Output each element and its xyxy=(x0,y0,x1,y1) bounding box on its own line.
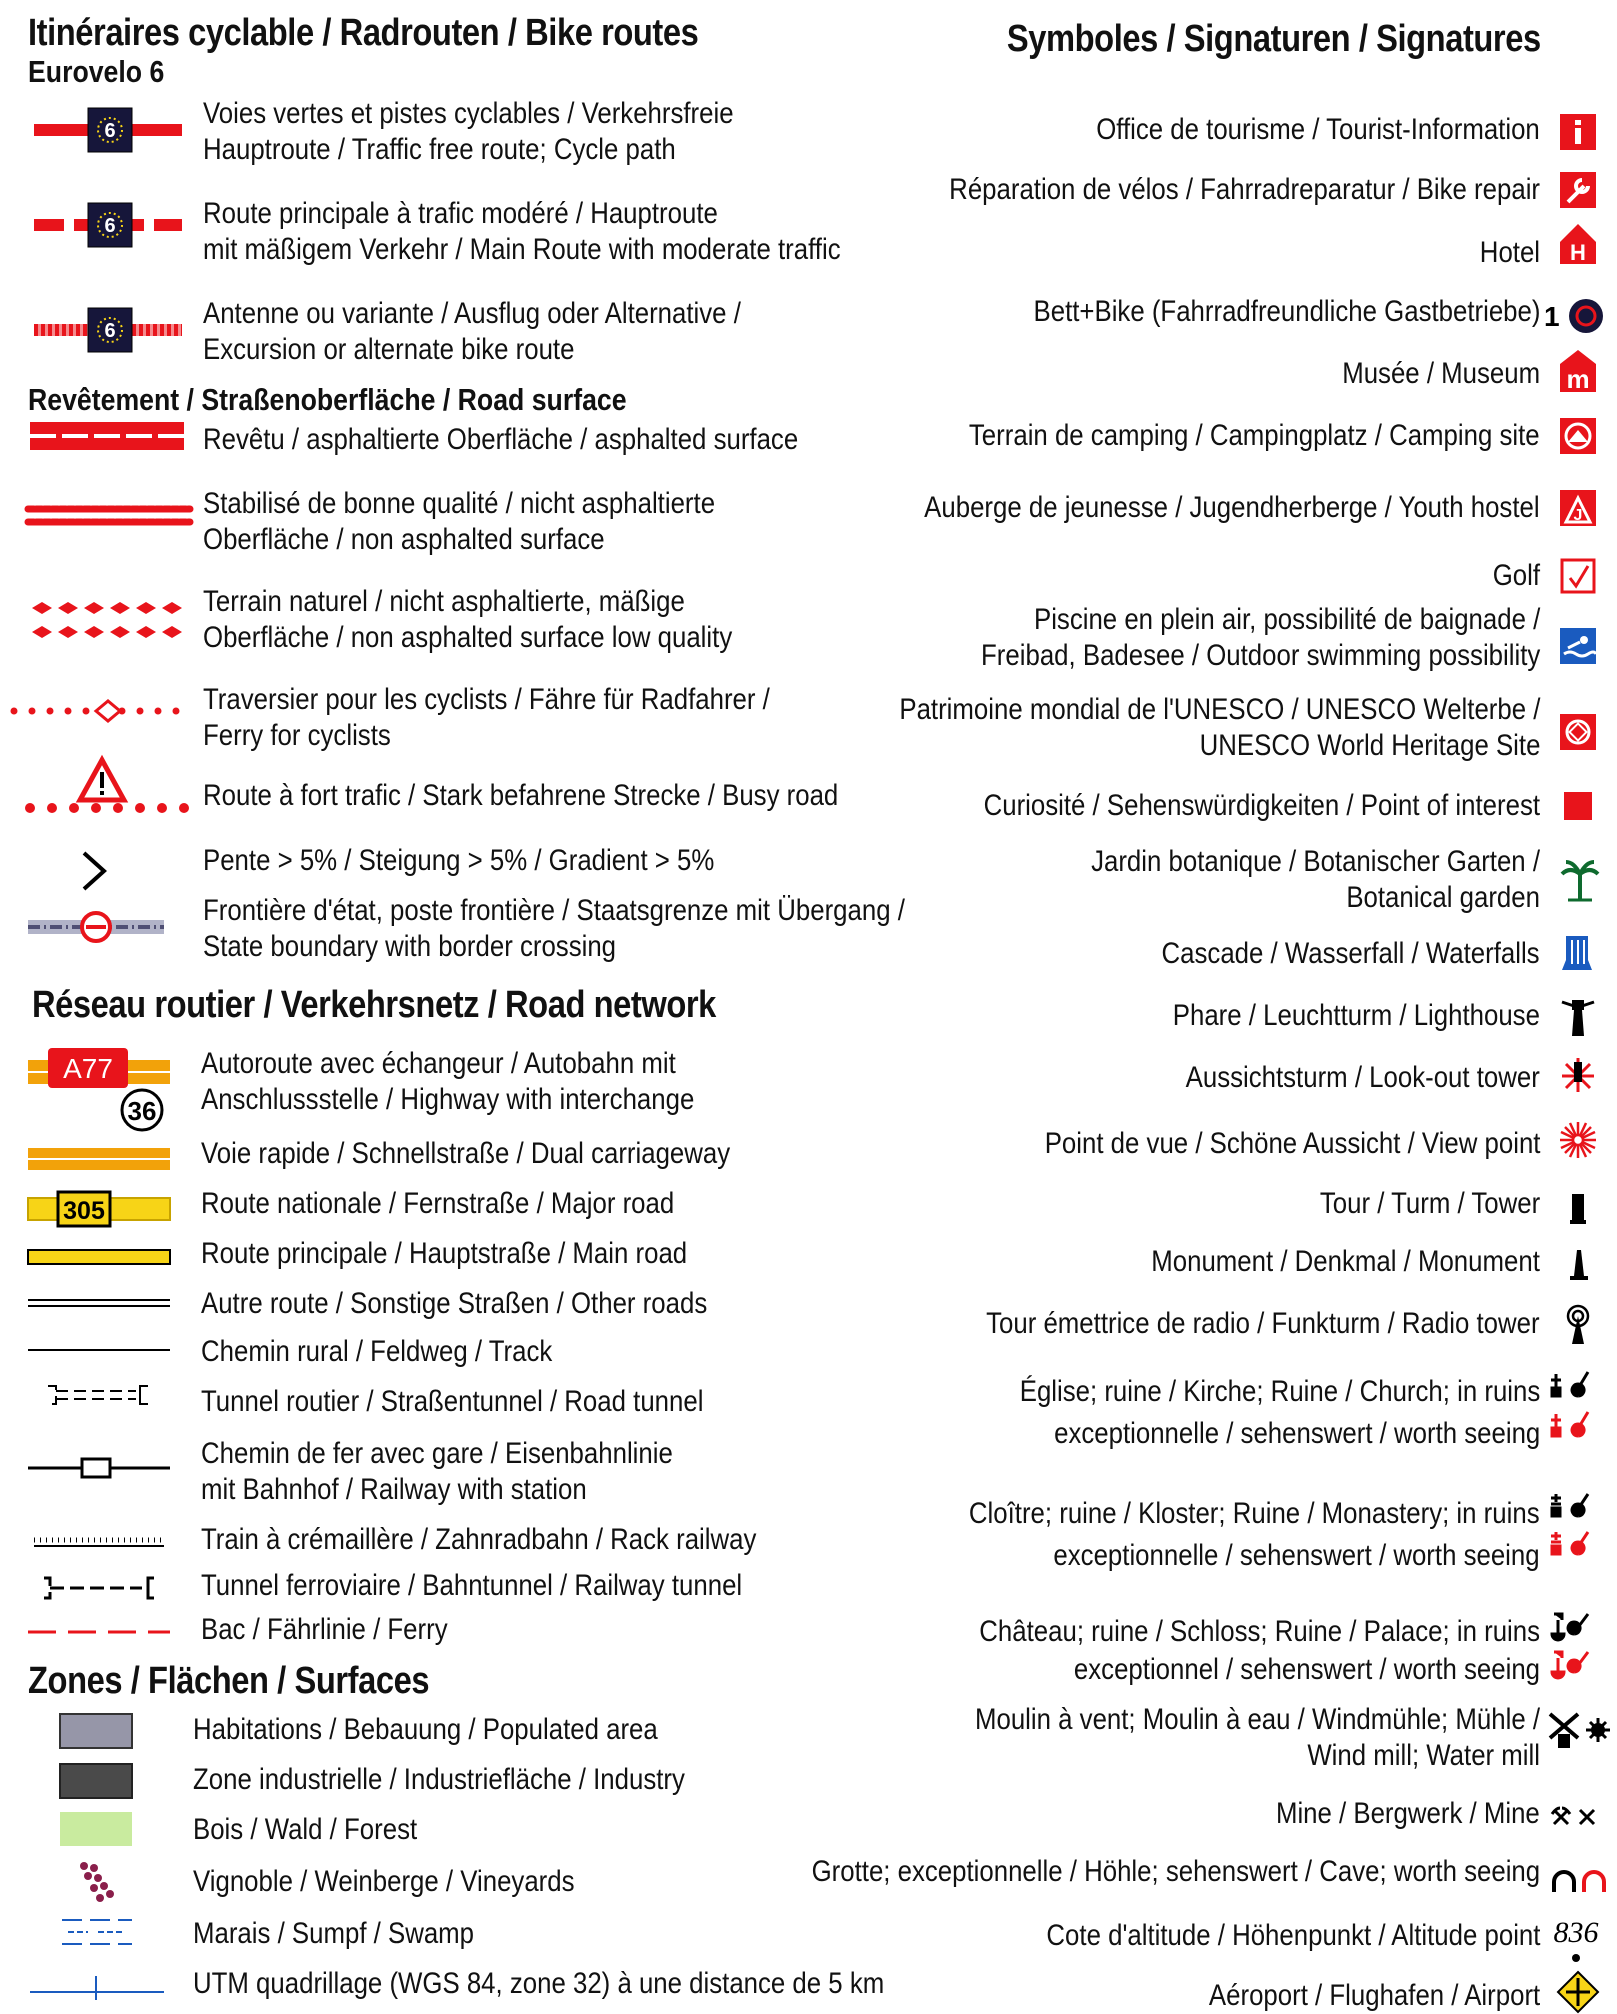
hotel-icon xyxy=(1560,224,1596,265)
road-item-6: Chemin rural / Feldweg / Track xyxy=(201,1335,553,1368)
zone-item-1: Habitations / Bebauung / Populated area xyxy=(193,1713,658,1746)
palace-icon xyxy=(1552,1614,1588,1678)
symbol-item-mine: Mine / Bergwerk / Mine xyxy=(1276,1797,1540,1830)
symbol-item-hotel: Hotel xyxy=(1479,236,1540,269)
symbol-item-cave: Grotte; exceptionnelle / Höhle; sehenswert / Cave; worth seeing xyxy=(811,1855,1540,1888)
road-item-2: Voie rapide / Schnellstraße / Dual carriageway xyxy=(201,1137,731,1170)
symbol-item-monument: Monument / Denkmal / Monument xyxy=(1151,1245,1540,1278)
highway-symbol xyxy=(28,1048,170,1130)
symbol-item-altitude: Cote d'altitude / Höhenpunkt / Altitude point xyxy=(1045,1919,1540,1952)
bike-routes-title: Itinéraires cyclable / Radrouten / Bike routes xyxy=(28,12,699,54)
vineyard-swatch xyxy=(80,1862,114,1902)
road-item-5: Autre route / Sonstige Straßen / Other roads xyxy=(201,1287,708,1320)
airport-icon xyxy=(1558,1972,1598,2012)
industry-swatch xyxy=(60,1764,132,1798)
moderate-traffic-route-symbol xyxy=(34,203,182,247)
zone-item-2: Zone industrielle / Industriefläche / Industry xyxy=(193,1763,685,1796)
zone-item-3: Bois / Wald / Forest xyxy=(193,1813,418,1846)
bett-bike-number: 1 xyxy=(1544,301,1560,332)
surface-item-4: Traversier pour les cyclists / Fähre für Radfahrer / Ferry for cyclists xyxy=(203,683,770,752)
waterfall-icon xyxy=(1562,936,1592,970)
symbol-item-botanical: Jardin botanique / Botanischer Garten / Botanical garden xyxy=(1091,845,1540,914)
svg-text:m: m xyxy=(1566,364,1590,394)
zone-item-4: Vignoble / Weinberge / Vineyards xyxy=(193,1865,575,1898)
symbol-item-church: Église; ruine / Kirche; Ruine / Church; in ruins exceptionnelle / sehenswert / worth seeing xyxy=(1019,1375,1540,1450)
tower-icon xyxy=(1570,1194,1586,1224)
eurovelo-badge-1: 6 xyxy=(104,120,116,142)
symbol-icons xyxy=(1544,100,1614,2000)
alternate-route-symbol xyxy=(34,308,182,352)
swamp-swatch xyxy=(62,1920,132,1944)
railway-symbol xyxy=(28,1459,170,1477)
surface-item-7: Frontière d'état, poste frontière / Staatsgrenze mit Übergang / State boundary with border crossing xyxy=(203,894,905,963)
road-item-11: Bac / Fährlinie / Ferry xyxy=(201,1613,448,1646)
bike-route-symbols xyxy=(30,100,190,350)
symbol-item-lighthouse: Phare / Leuchtturm / Lighthouse xyxy=(1172,999,1540,1032)
major-road-symbol xyxy=(28,1192,170,1226)
road-tunnel-symbol xyxy=(48,1386,148,1404)
view-point-icon xyxy=(1560,1122,1596,1158)
radio-tower-icon xyxy=(1568,1306,1588,1344)
lookout-tower-icon xyxy=(1562,1058,1594,1092)
zone-item-6: UTM quadrillage (WGS 84, zone 32) à une distance de 5 km xyxy=(193,1967,885,2000)
point-of-interest-icon xyxy=(1564,792,1592,820)
wrench-icon xyxy=(1560,172,1596,208)
youth-hostel-icon xyxy=(1560,490,1596,526)
symbol-item-point-of-interest: Curiosité / Sehenswürdigkeiten / Point of interest xyxy=(983,789,1540,822)
symbol-item-swimming: Piscine en plein air, possibilité de baignade / Freibad, Badesee / Outdoor swimming possibility xyxy=(980,603,1540,672)
utm-grid-swatch xyxy=(30,1976,164,2000)
eurovelo-badge-3: 6 xyxy=(104,320,116,342)
main-road-symbol xyxy=(28,1250,170,1264)
forest-swatch xyxy=(60,1812,132,1846)
swimming-icon xyxy=(1560,628,1596,664)
railway-tunnel-symbol xyxy=(44,1578,154,1598)
surface-item-1: Revêtu / asphaltierte Oberfläche / asphalted surface xyxy=(203,423,799,456)
traffic-free-route-symbol xyxy=(34,108,182,152)
road-network-title: Réseau routier / Verkehrsnetz / Road network xyxy=(32,984,716,1026)
zones-title: Zones / Flächen / Surfaces xyxy=(28,1660,430,1702)
interchange-number: 36 xyxy=(127,1096,157,1126)
symbol-item-windmill: Moulin à vent; Moulin à eau / Windmühle; Mühle / Wind mill; Water mill xyxy=(974,1703,1540,1772)
busy-road-symbol xyxy=(30,760,194,808)
populated-area-swatch xyxy=(60,1714,132,1748)
zones-symbols xyxy=(24,1708,194,2000)
symbol-item-airport: Aéroport / Flughafen / Airport xyxy=(1208,1979,1540,2012)
symbol-item-tourist-info: Office de tourisme / Tourist-Information xyxy=(1096,113,1540,146)
symbols-title: Symboles / Signaturen / Signatures xyxy=(1007,18,1541,60)
road-item-1: Autoroute avec échangeur / Autobahn mit Anschlussstelle / Highway with interchange xyxy=(201,1047,695,1116)
bike-item-1: Voies vertes et pistes cyclables / Verkehrsfreie Hauptroute / Traffic free route; Cycle path xyxy=(203,97,734,166)
palm-tree-icon xyxy=(1562,862,1598,900)
symbol-item-golf: Golf xyxy=(1492,559,1540,592)
symbol-item-museum: Musée / Museum xyxy=(1342,357,1540,390)
unesco-icon xyxy=(1560,714,1596,750)
bett-bike-icon xyxy=(1544,299,1603,333)
bike-item-2: Route principale à trafic modéré / Hauptroute mit mäßigem Verkehr / Main Route with moderate traffic xyxy=(203,197,841,266)
major-road-number: 305 xyxy=(63,1197,105,1225)
symbol-item-bike-repair: Réparation de vélos / Fahrradreparatur / Bike repair xyxy=(949,173,1540,206)
tourist-info-icon xyxy=(1560,114,1596,150)
road-item-8: Chemin de fer avec gare / Eisenbahnlinie mit Bahnhof / Railway with station xyxy=(201,1437,673,1506)
eurovelo-label: Eurovelo 6 xyxy=(28,54,165,89)
road-surface-title: Revêtement / Straßenoberfläche / Road surface xyxy=(28,382,627,417)
symbol-item-radio-tower: Tour émettrice de radio / Funkturm / Radio tower xyxy=(986,1307,1540,1340)
svg-text:J: J xyxy=(1573,507,1583,524)
lighthouse-icon xyxy=(1562,1000,1594,1036)
surface-item-6: Pente > 5% / Steigung > 5% / Gradient > 5% xyxy=(203,844,715,877)
symbol-item-unesco: Patrimoine mondial de l'UNESCO / UNESCO Welterbe / UNESCO World Heritage Site xyxy=(898,693,1540,762)
symbol-item-lookout-tower: Aussichtsturm / Look-out tower xyxy=(1185,1061,1540,1094)
rack-railway-symbol xyxy=(34,1540,164,1546)
symbol-item-monastery: Cloître; ruine / Kloster; Ruine / Monastery; in ruins exceptionnelle / sehenswert / worth seeing xyxy=(969,1497,1540,1572)
zone-item-5: Marais / Sumpf / Swamp xyxy=(193,1917,475,1950)
road-item-10: Tunnel ferroviaire / Bahntunnel / Railway tunnel xyxy=(201,1569,743,1602)
gradient-symbol xyxy=(84,853,104,889)
symbol-item-youth-hostel: Auberge de jeunesse / Jugendherberge / Youth hostel xyxy=(924,491,1540,524)
symbol-item-view-point: Point de vue / Schöne Aussicht / View point xyxy=(1044,1127,1540,1160)
dual-carriageway-symbol xyxy=(28,1148,170,1170)
golf-icon xyxy=(1562,560,1594,592)
symbol-item-waterfall: Cascade / Wasserfall / Waterfalls xyxy=(1161,937,1540,970)
svg-text:H: H xyxy=(1570,240,1586,265)
bike-item-3: Antenne ou variante / Ausflug oder Alternative / Excursion or alternate bike route xyxy=(203,297,741,366)
road-network-symbols xyxy=(24,1046,196,1656)
eurovelo-badge-2: 6 xyxy=(104,215,116,237)
road-surface-symbols xyxy=(24,418,194,958)
altitude-point-icon xyxy=(1554,1916,1599,1962)
surface-item-5: Route à fort trafic / Stark befahrene Strecke / Busy road xyxy=(203,779,839,812)
asphalted-surface-symbol xyxy=(30,422,184,450)
surface-item-2: Stabilisé de bonne qualité / nicht asphaltierte Oberfläche / non asphalted surface xyxy=(203,487,716,556)
non-asphalted-surface-symbol xyxy=(28,509,190,522)
altitude-value: 836 xyxy=(1553,1916,1599,1949)
camping-icon xyxy=(1560,418,1596,454)
low-quality-surface-symbol xyxy=(32,602,182,638)
symbol-item-tower: Tour / Turm / Tower xyxy=(1319,1187,1540,1220)
road-item-3: Route nationale / Fernstraße / Major road xyxy=(201,1187,675,1220)
church-icon xyxy=(1551,1372,1588,1436)
state-boundary-symbol xyxy=(28,913,164,941)
highway-number: A77 xyxy=(63,1053,113,1084)
ferry-for-cyclists-symbol xyxy=(14,701,194,721)
symbol-item-palace: Château; ruine / Schloss; Ruine / Palace; in ruins exceptionnel / sehenswert / worth seeing xyxy=(979,1615,1540,1686)
museum-icon xyxy=(1560,350,1596,394)
symbol-item-camping: Terrain de camping / Campingplatz / Camping site xyxy=(969,419,1540,452)
surface-item-3: Terrain naturel / nicht asphaltierte, mäßige Oberfläche / non asphalted surface low quality xyxy=(203,585,733,654)
other-roads-symbol xyxy=(28,1300,170,1306)
monument-icon xyxy=(1570,1250,1588,1280)
road-item-9: Train à crémaillère / Zahnradbahn / Rack railway xyxy=(201,1523,757,1556)
windmill-icon xyxy=(1550,1714,1610,1748)
symbol-item-bett-bike: Bett+Bike (Fahrradfreundliche Gastbetriebe) xyxy=(1033,295,1540,328)
cave-icon xyxy=(1554,1872,1604,1892)
road-item-4: Route principale / Hauptstraße / Main road xyxy=(201,1237,688,1270)
mine-icon xyxy=(1552,1808,1594,1824)
road-item-7: Tunnel routier / Straßentunnel / Road tunnel xyxy=(201,1385,704,1418)
monastery-icon xyxy=(1551,1494,1588,1554)
